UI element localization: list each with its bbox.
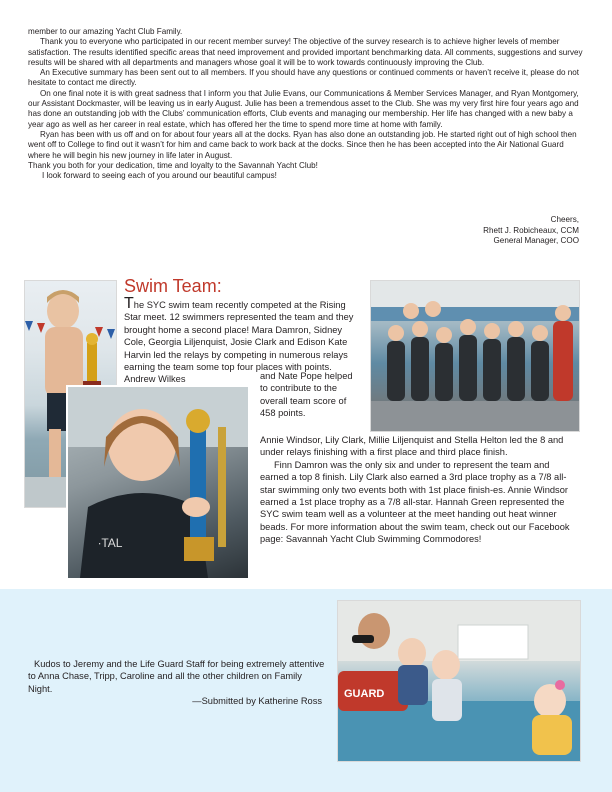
trophy-icon <box>184 409 226 561</box>
kudos-attribution: —Submitted by Katherine Ross <box>192 696 322 707</box>
swim-article-part3 <box>260 434 580 546</box>
closing: Cheers, <box>550 215 579 224</box>
letter-body <box>28 27 583 181</box>
trophy-icon <box>83 333 101 389</box>
photo-lifeguard-with-children <box>337 600 581 762</box>
signer-name: Rhett J. Robicheaux, CCM <box>483 225 579 235</box>
photo-swim-team-group <box>370 280 580 432</box>
drop-cap: T <box>124 295 134 312</box>
signature-block <box>483 215 579 247</box>
letter-paragraph: Thank you both for your dedication, time and loyalty to the Savannah Yacht Club! <box>28 160 318 170</box>
kudos-note <box>28 658 328 708</box>
swim-text: Finn Damron was the only six and under to represent the team and earned a top 8 finish. Lily Clark also earned a 3rd place trophy as a 7/8 all-star swimming only two events both with 1st place finish-es. Annie Windsor earned a 1st place trophy as a 7/8 all-star. Hannah Green represented the SYC swim team well as a volunteer at the meet handing out heat winner beads. For more information about the swim team, check out our Facebook page: Savannah Yacht Club Swimming Commodores! <box>260 459 570 545</box>
svg-text:∙TAL: ∙TAL <box>98 536 123 550</box>
letter-paragraph: An Executive summary has been sent out to all members. If you should have any questions or continued comments or haven’t receive it, please do not hesitate to contact me directly. <box>28 68 579 88</box>
letter-paragraph: Thank you to everyone who participated in our recent member survey! The objective of the survey research is to achieve higher levels of member satisfaction. The results identified specific areas that need improvement and provided important benchmarking data. All comments, suggestions and survey results will be shared with all departments and managers whose goal it will be to work towards continuously improving the Club. <box>28 37 583 67</box>
swim-text: Annie Windsor, Lily Clark, Millie Liljenquist and Stella Helton led the 8 and under relays finishing with a first place and third place finish. <box>260 435 564 458</box>
swim-text: and Nate Pope helped to contribute to the overall team score of 458 points. <box>260 371 353 419</box>
kudos-text: Kudos to Jeremy and the Life Guard Staff for being extremely attentive to Anna Chase, Tripp, Caroline and all the other children on Family Night. <box>28 659 325 694</box>
signer-title: General Manager, COO <box>493 236 579 245</box>
letter-paragraph: member to our amazing Yacht Club Family. <box>28 27 183 36</box>
letter-paragraph: I look forward to seeing each of you around our beautiful campus! <box>42 171 277 181</box>
swim-team-heading: Swim Team: <box>124 276 222 296</box>
photo-girl-with-trophy <box>66 385 250 580</box>
letter-paragraph: On one final note it is with great sadness that I inform you that Julie Evans, our Communications & Member Services Manager, and Ryan Montgomery, our Assistant Dockmaster, will be leaving us in early August. Julie has been a tremendous asset to the Club. She was my very first hire four years ago and has done an outstanding job with the Clubs’ communication efforts, Club events and managing our membership. Her life has changed with a new baby a year ago as well as her career in real estate, which has offered her the time to spend more time at home with family. <box>28 88 579 129</box>
swim-article-part2 <box>260 370 354 420</box>
letter-paragraph: Ryan has been with us off and on for about four years all at the docks. Ryan has also done an outstanding job. He started right out of high school then went off to College to find out it wasn’t for him and came back to work back at the docks. Since then he has been accepted into the Air National Guard where he will begin his new journey in life later in August. <box>28 129 577 160</box>
guard-label: GUARD <box>344 688 385 700</box>
swim-text: he SYC swim team recently competed at the Rising Star meet. 12 swimmers represented the team and they brought home a second place! Mara Damron, Sidney Cole, Georgia Liljenquist, Josie Clark and Edison Kate Harvin led the relays by competing in numerous relays earning the team some top four places with points. Andrew Wilkes <box>124 300 354 385</box>
